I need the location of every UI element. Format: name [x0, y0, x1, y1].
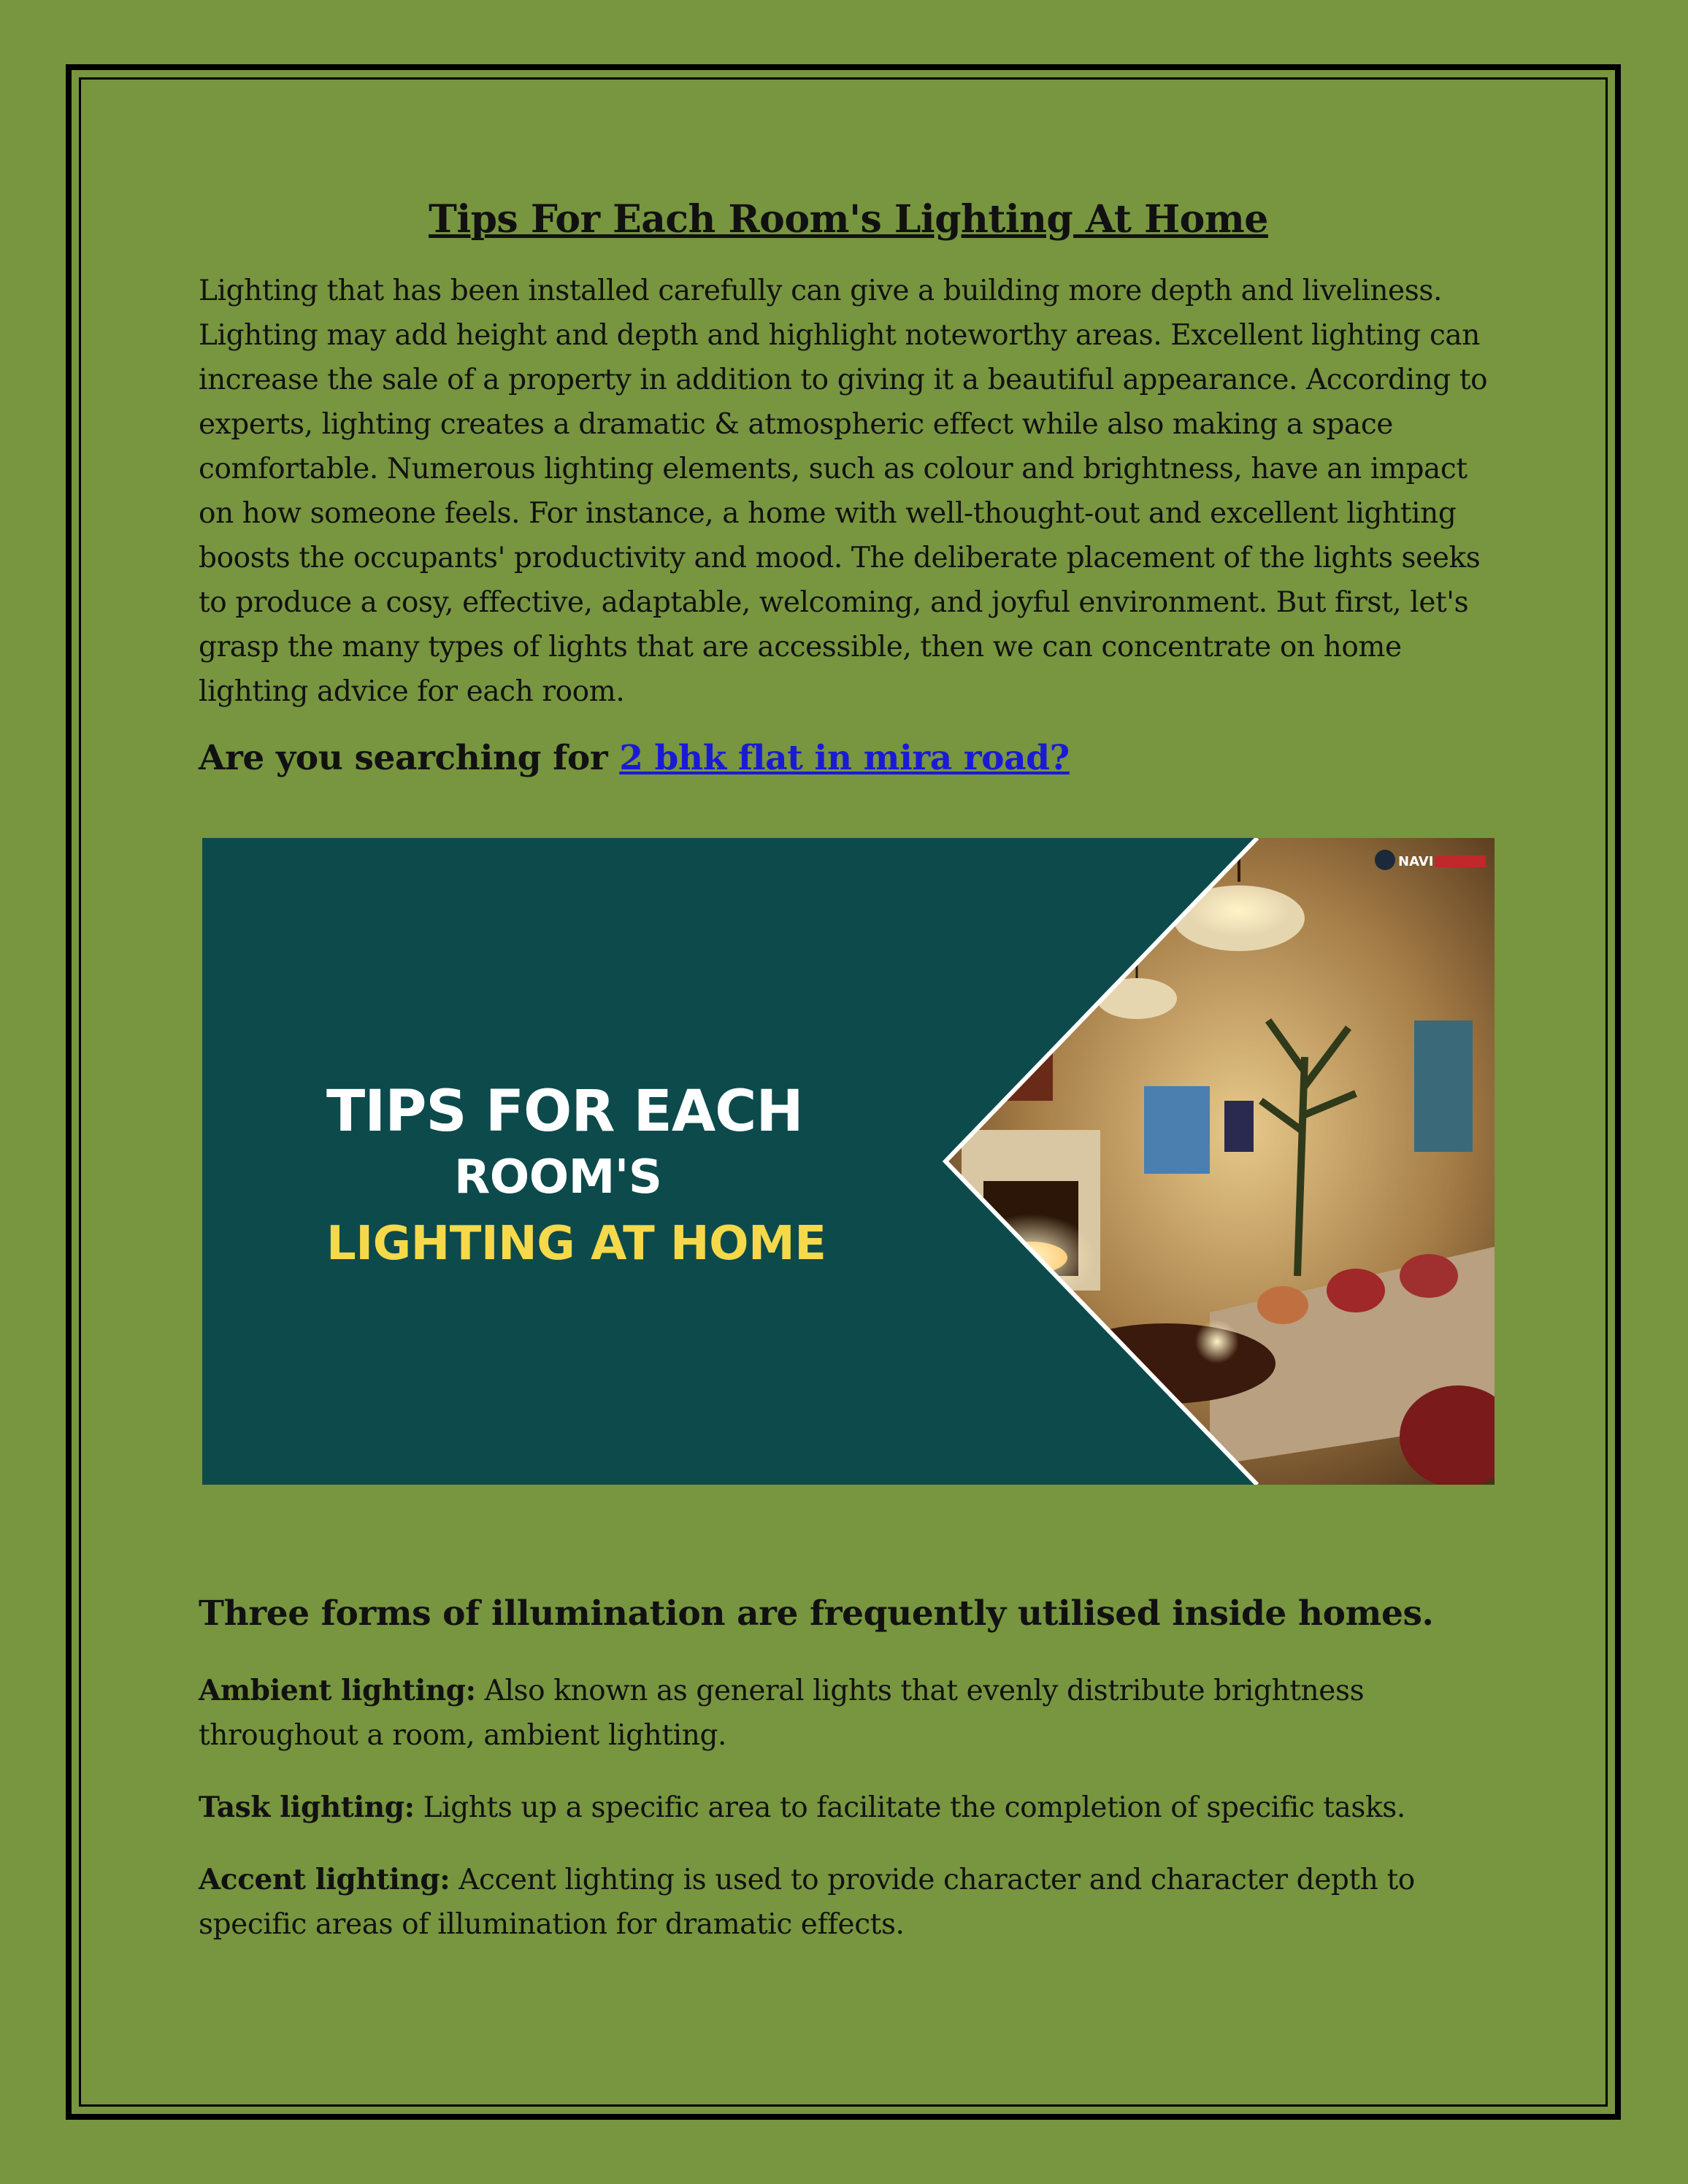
brand-logo-text: NAVI	[1398, 854, 1434, 869]
lighting-types-list	[199, 1669, 1498, 1975]
intro-paragraph: Lighting that has been installed carefully can give a building more depth and liveliness. Lighting may add height and depth and highlight noteworthy areas. Excellent lighting can increase the sale of a property in addition to giving it a beautiful appearance. According to experts, lighting creates a dramatic & atmospheric effect while also making a space comfortable. Numerous lighting elements, such as colour and brightness, have an impact on how someone feels. For instance, a home with well-thought-out and excellent lighting boosts the occupants' productivity and mood. The deliberate placement of the lights seeks to produce a cosy, effective, adaptable, welcoming, and joyful environment. But first, let's grasp the many types of lights that are accessible, then we can concentrate on home lighting advice for each room.	[199, 274, 1488, 709]
brand-logo-mark	[1375, 850, 1395, 870]
lighting-description: Also known as general lights that evenly distribute brightness throughout a room, ambient lighting.	[199, 1674, 1365, 1752]
lighting-description: Accent lighting is used to provide character and character depth to specific areas of illumination for dramatic effects.	[199, 1864, 1415, 1941]
list-item	[199, 1858, 1498, 1947]
banner-headline	[326, 1079, 826, 1277]
list-item	[199, 1669, 1498, 1758]
banner-image	[202, 838, 1495, 1485]
lighting-description: Lights up a specific area to facilitate the completion of specific tasks.	[414, 1791, 1405, 1824]
search-callout-text: Are you searching for	[199, 738, 620, 779]
lighting-term: Task lighting:	[199, 1791, 415, 1824]
lighting-term: Ambient lighting:	[199, 1674, 476, 1707]
article-header	[199, 197, 1498, 780]
section-heading: Three forms of illumination are frequently utilised inside homes.	[199, 1593, 1434, 1634]
lighting-term: Accent lighting:	[199, 1863, 450, 1896]
page-title: Tips For Each Room's Lighting At Home	[429, 197, 1268, 242]
flat-search-link[interactable]: 2 bhk flat in mira road?	[619, 738, 1070, 779]
list-item	[199, 1785, 1498, 1830]
banner-line-3: LIGHTING AT HOME	[326, 1217, 826, 1271]
banner-line-2: ROOM'S	[454, 1150, 662, 1204]
brand-logo-tag	[1435, 855, 1486, 867]
search-callout	[199, 736, 1498, 780]
banner-line-1: TIPS FOR EACH	[326, 1079, 803, 1145]
